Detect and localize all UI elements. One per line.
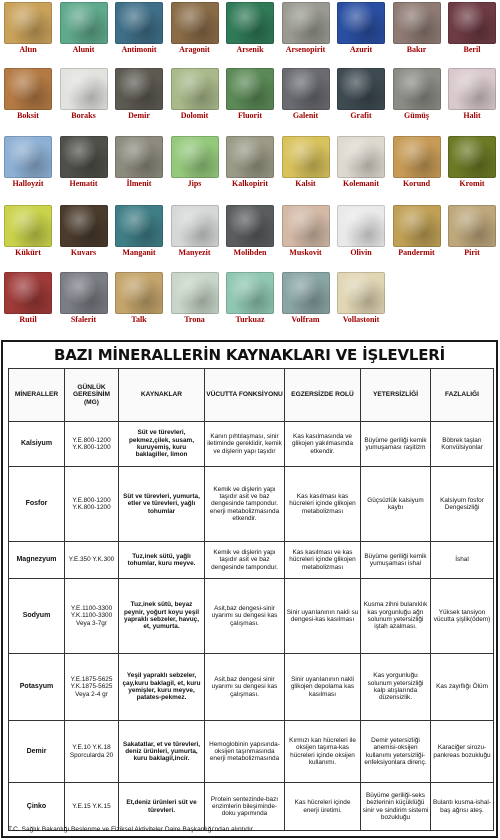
mineral-photo <box>448 2 496 44</box>
header-exercise-role: EGZERSİZDE ROLÜ <box>285 369 361 422</box>
mineral-tile <box>115 136 163 189</box>
mineral-photo <box>226 68 274 110</box>
daily-need-cell: Y.E.800-1200 Y.K.800-1200 <box>65 467 119 542</box>
mineral-gallery <box>0 0 500 338</box>
function-cell: Kemik ve dişlerin yapı taşıdır asit ve baz dengesinde tampondur. enerji metabolizmasında etkendir. <box>205 467 285 542</box>
sources-cell: Süt ve türevleri, pekmez,çilek, susam, kuruyemiş, kuru baklagiller, limon <box>119 422 205 467</box>
mineral-photo <box>337 272 385 314</box>
function-cell: Asit,baz dengesi-sinir uyarımı su dengesi kas çalışması. <box>205 579 285 654</box>
mineral-tile <box>4 272 52 325</box>
excess-cell: Kalsiyum fosfor Dengesizliği <box>431 467 494 542</box>
daily-need-cell: Y.E.1875-5625 Y.K.1875-5625 Veya 2-4 gr <box>65 654 119 721</box>
mineral-tile <box>393 136 441 189</box>
mineral-label: Grafit <box>350 111 372 120</box>
mineral-tile <box>337 2 385 55</box>
mineral-label: Pirit <box>464 248 480 257</box>
function-cell: Kanın pıhtılaşması, sinir iletiminde gereklidir, kemik ve dişlerin yapı taşıdır <box>205 422 285 467</box>
exercise-cell: Kas kasılmasında ve glikojen yakılmasında etkendir. <box>285 422 361 467</box>
deficiency-cell: Büyüme geriliği-seks bezlerinin küçüklüğü sinir ve sindirim sistemi bozukluğu <box>361 783 431 831</box>
mineral-name-cell: Kalsiyum <box>9 422 65 467</box>
mineral-tile <box>337 205 385 258</box>
sources-cell: Tuz,inek sütü, yağlı tohumlar, kuru meyve. <box>119 542 205 579</box>
mineral-label: Manganit <box>122 248 156 257</box>
mineral-photo <box>115 205 163 247</box>
mineral-label: Kolemanit <box>343 179 379 188</box>
mineral-tile <box>115 205 163 258</box>
sources-cell: Et,deniz ürünleri süt ve türevleri. <box>119 783 205 831</box>
mineral-tile <box>226 68 274 121</box>
sources-cell: Yeşil yapraklı sebzeler, çay,kuru baklagil, et, kuru yemişler, kuru meyve, patates-pekmez. <box>119 654 205 721</box>
mineral-name-cell: Demir <box>9 721 65 783</box>
mineral-tile <box>226 205 274 258</box>
excess-cell: Yüksek tansiyon vücutta şişlik(ödem) <box>431 579 494 654</box>
excess-cell: Karaciğer sirozu-pankreas bozukluğu <box>431 721 494 783</box>
deficiency-cell: Kusma zihni bulanıklık kas yorgunluğu ağrı solunum yetersizliği iştah azalması. <box>361 579 431 654</box>
mineral-tile <box>448 136 496 189</box>
deficiency-cell: Büyüme geriliği kemik yumuşaması raşitizm <box>361 422 431 467</box>
header-body-function: VÜCUTTA FONKSİYONU <box>205 369 285 422</box>
deficiency-cell: Büyüme geriliği kemik yumuşaması ishal <box>361 542 431 579</box>
mineral-label: Kükürt <box>15 248 41 257</box>
mineral-label: Azurit <box>349 45 373 54</box>
mineral-label: Altın <box>19 45 37 54</box>
sources-cell: Sakatatlar, et ve türevleri, deniz ürünleri, yumurta, kuru baklagil,incir. <box>119 721 205 783</box>
mineral-tile <box>337 272 385 325</box>
mineral-photo <box>4 205 52 247</box>
mineral-tile <box>337 68 385 121</box>
mineral-photo <box>4 272 52 314</box>
mineral-name-cell: Fosfor <box>9 467 65 542</box>
mineral-photo <box>115 136 163 178</box>
mineral-photo <box>393 2 441 44</box>
table-row <box>9 542 494 579</box>
mineral-tile <box>60 136 108 189</box>
excess-cell: Kas zayıflığı Ölüm <box>431 654 494 721</box>
mineral-photo <box>115 272 163 314</box>
mineral-label: Halloyzit <box>12 179 44 188</box>
mineral-label: Trona <box>184 315 205 324</box>
mineral-label: Talk <box>131 315 147 324</box>
mineral-tile <box>60 205 108 258</box>
daily-need-cell: Y.E.800-1200 Y.K.800-1200 <box>65 422 119 467</box>
header-sources: KAYNAKLAR <box>119 369 205 422</box>
mineral-photo <box>282 68 330 110</box>
mineral-photo <box>337 68 385 110</box>
table-row <box>9 467 494 542</box>
mineral-name-cell: Çinko <box>9 783 65 831</box>
mineral-label: Molibden <box>233 248 267 257</box>
mineral-photo <box>60 136 108 178</box>
mineral-photo <box>448 205 496 247</box>
mineral-label: Arsenopirit <box>285 45 326 54</box>
mineral-name-cell: Sodyum <box>9 579 65 654</box>
mineral-label: İlmenit <box>126 179 152 188</box>
mineral-photo <box>171 136 219 178</box>
mineral-tile <box>226 272 274 325</box>
function-cell: Kemik ve dişlerin yapı taşıdır asit ve baz dengesinde tampondur. <box>205 542 285 579</box>
mineral-label: Vollastonit <box>342 315 380 324</box>
table-row <box>9 721 494 783</box>
mineral-label: Pandermit <box>398 248 435 257</box>
mineral-label: Kuvars <box>70 248 97 257</box>
mineral-tile <box>448 2 496 55</box>
mineral-photo <box>226 272 274 314</box>
excess-cell: Böbrek taşları Konvülsiyonlar <box>431 422 494 467</box>
mineral-photo <box>226 205 274 247</box>
mineral-label: Kromit <box>459 179 485 188</box>
exercise-cell: Sinir uyarılanının nakli glikojen depolama kas kasılması <box>285 654 361 721</box>
table-row <box>9 579 494 654</box>
mineral-label: Galenit <box>292 111 319 120</box>
mineral-tile <box>171 272 219 325</box>
mineral-photo <box>448 68 496 110</box>
mineral-tile <box>171 68 219 121</box>
exercise-cell: Kırmızı kan hücreleri ile oksijen taşıma-kas hücreleri içinde oksijen kullanımı. <box>285 721 361 783</box>
table-body <box>9 422 494 831</box>
minerals-table <box>8 368 494 831</box>
exercise-cell: Kas kasılması ve kas hücreleri içinde glikojen metabolizması <box>285 542 361 579</box>
deficiency-cell: Kas yorgunluğu solunum yetersizliği kalp atışlarında düzensizlik. <box>361 654 431 721</box>
mineral-photo <box>60 272 108 314</box>
table-title: BAZI MİNERALLERİN KAYNAKLARI VE İŞLEVLERİ <box>53 346 446 364</box>
mineral-tile <box>60 68 108 121</box>
mineral-photo <box>171 68 219 110</box>
mineral-label: Halit <box>463 111 481 120</box>
mineral-tile <box>4 68 52 121</box>
mineral-tile <box>226 2 274 55</box>
mineral-photo <box>226 136 274 178</box>
source-note: T.C. Sağlık Bakanlığı Beslenme ve Fiziksel Aktiviteler Daire Başkanlığı'ndan alıntıdır. <box>8 826 255 833</box>
mineral-label: Jips <box>187 179 202 188</box>
minerals-table-panel <box>1 340 498 838</box>
mineral-label: Demir <box>128 111 150 120</box>
mineral-photo <box>393 205 441 247</box>
mineral-photo <box>282 2 330 44</box>
mineral-photo <box>282 136 330 178</box>
function-cell: Hemoglobinin yapısında-oksijen taşınmasında enerji metabolizmasında <box>205 721 285 783</box>
mineral-label: Kalkopirit <box>231 179 268 188</box>
mineral-label: Korund <box>402 179 431 188</box>
mineral-label: Gümüş <box>404 111 429 120</box>
table-row <box>9 422 494 467</box>
mineral-label: Antimonit <box>121 45 157 54</box>
mineral-tile <box>115 68 163 121</box>
mineral-tile <box>393 205 441 258</box>
header-daily-need: GÜNLÜK GERESİNİM (MG) <box>65 369 119 422</box>
mineral-label: Kalsit <box>295 179 316 188</box>
mineral-tile <box>171 2 219 55</box>
exercise-cell: Kas kasılması kas hücreleri içinde glikojen metabolizması <box>285 467 361 542</box>
daily-need-cell: Y.E.15 Y.K.15 <box>65 783 119 831</box>
exercise-cell: Kas hücreleri içinde enerji üretimi. <box>285 783 361 831</box>
mineral-photo <box>60 2 108 44</box>
header-minerals: MİNERALLER <box>9 369 65 422</box>
header-deficiency: YETERSİZLİĞİ <box>361 369 431 422</box>
mineral-label: Boksit <box>17 111 39 120</box>
header-excess: FAZLALIĞI <box>431 369 494 422</box>
mineral-label: Fluorit <box>238 111 262 120</box>
mineral-label: Beril <box>463 45 481 54</box>
sources-cell: Tuz,inek sütü, beyaz peynir, yoğurt koyu yeşil yapraklı sebzeler, havuç, et, yumurta. <box>119 579 205 654</box>
mineral-photo <box>337 136 385 178</box>
mineral-tile <box>282 205 330 258</box>
mineral-photo <box>171 2 219 44</box>
mineral-tile <box>282 272 330 325</box>
mineral-photo <box>282 205 330 247</box>
table-header-row <box>9 369 494 422</box>
mineral-label: Olivin <box>350 248 372 257</box>
mineral-tile <box>393 2 441 55</box>
mineral-label: Sfalerit <box>70 315 97 324</box>
mineral-tile <box>60 2 108 55</box>
mineral-tile <box>115 272 163 325</box>
mineral-label: Aragonit <box>179 45 210 54</box>
mineral-photo <box>60 68 108 110</box>
mineral-tile <box>115 2 163 55</box>
mineral-label: Hematit <box>69 179 98 188</box>
mineral-photo <box>171 205 219 247</box>
mineral-label: Dolomit <box>180 111 209 120</box>
excess-cell: İshal <box>431 542 494 579</box>
mineral-label: Turkuaz <box>235 315 265 324</box>
mineral-photo <box>4 2 52 44</box>
function-cell: Asit,baz dengesi sinir uyarımı su dengesi kas çalışması. <box>205 654 285 721</box>
deficiency-cell: Güçsüzlük kalsiyum kaybı <box>361 467 431 542</box>
mineral-photo <box>226 2 274 44</box>
daily-need-cell: Y.E.350 Y.K.300 <box>65 542 119 579</box>
mineral-label: Volfram <box>291 315 320 324</box>
mineral-photo <box>337 205 385 247</box>
mineral-photo <box>4 136 52 178</box>
mineral-tile <box>282 68 330 121</box>
mineral-photo <box>393 68 441 110</box>
mineral-photo <box>171 272 219 314</box>
mineral-tile <box>448 68 496 121</box>
sources-cell: Süt ve türevleri, yumurta, etler ve türevleri, yağlı tohumlar <box>119 467 205 542</box>
mineral-tile <box>226 136 274 189</box>
exercise-cell: Sinir uyarılanının nakli su dengesi-kas kasılması <box>285 579 361 654</box>
mineral-label: Arsenik <box>236 45 264 54</box>
mineral-tile <box>4 205 52 258</box>
mineral-label: Manyezit <box>178 248 211 257</box>
mineral-tile <box>282 2 330 55</box>
mineral-label: Bakır <box>406 45 427 54</box>
mineral-tile <box>282 136 330 189</box>
mineral-name-cell: Potasyum <box>9 654 65 721</box>
mineral-tile <box>60 272 108 325</box>
mineral-tile <box>171 205 219 258</box>
mineral-photo <box>115 68 163 110</box>
mineral-tile <box>448 205 496 258</box>
mineral-photo <box>448 136 496 178</box>
mineral-photo <box>115 2 163 44</box>
mineral-tile <box>4 136 52 189</box>
mineral-photo <box>4 68 52 110</box>
function-cell: Protein sentezinde-bazı enzimlerin bileşiminde-doku yapımında <box>205 783 285 831</box>
mineral-tile <box>171 136 219 189</box>
mineral-label: Rutil <box>19 315 37 324</box>
mineral-name-cell: Magnezyum <box>9 542 65 579</box>
deficiency-cell: Demir yetersizliği anemisi-oksijen kullanımı yetersizliği-enfeksiyonlara direnç. <box>361 721 431 783</box>
mineral-label: Muskovit <box>289 248 322 257</box>
mineral-photo <box>337 2 385 44</box>
mineral-label: Boraks <box>71 111 96 120</box>
table-row <box>9 783 494 831</box>
mineral-tile <box>337 136 385 189</box>
daily-need-cell: Y.E.1100-3300 Y.K.1100-3300 Veya 3-7gr <box>65 579 119 654</box>
mineral-tile <box>4 2 52 55</box>
mineral-photo <box>60 205 108 247</box>
daily-need-cell: Y.E.10 Y.K.18 Sporcularda 20 <box>65 721 119 783</box>
mineral-label: Alunit <box>72 45 95 54</box>
mineral-tile <box>393 68 441 121</box>
mineral-photo <box>393 136 441 178</box>
excess-cell: Bulantı kusma-ishal-baş ağrısı ateş. <box>431 783 494 831</box>
table-row <box>9 654 494 721</box>
mineral-photo <box>282 272 330 314</box>
